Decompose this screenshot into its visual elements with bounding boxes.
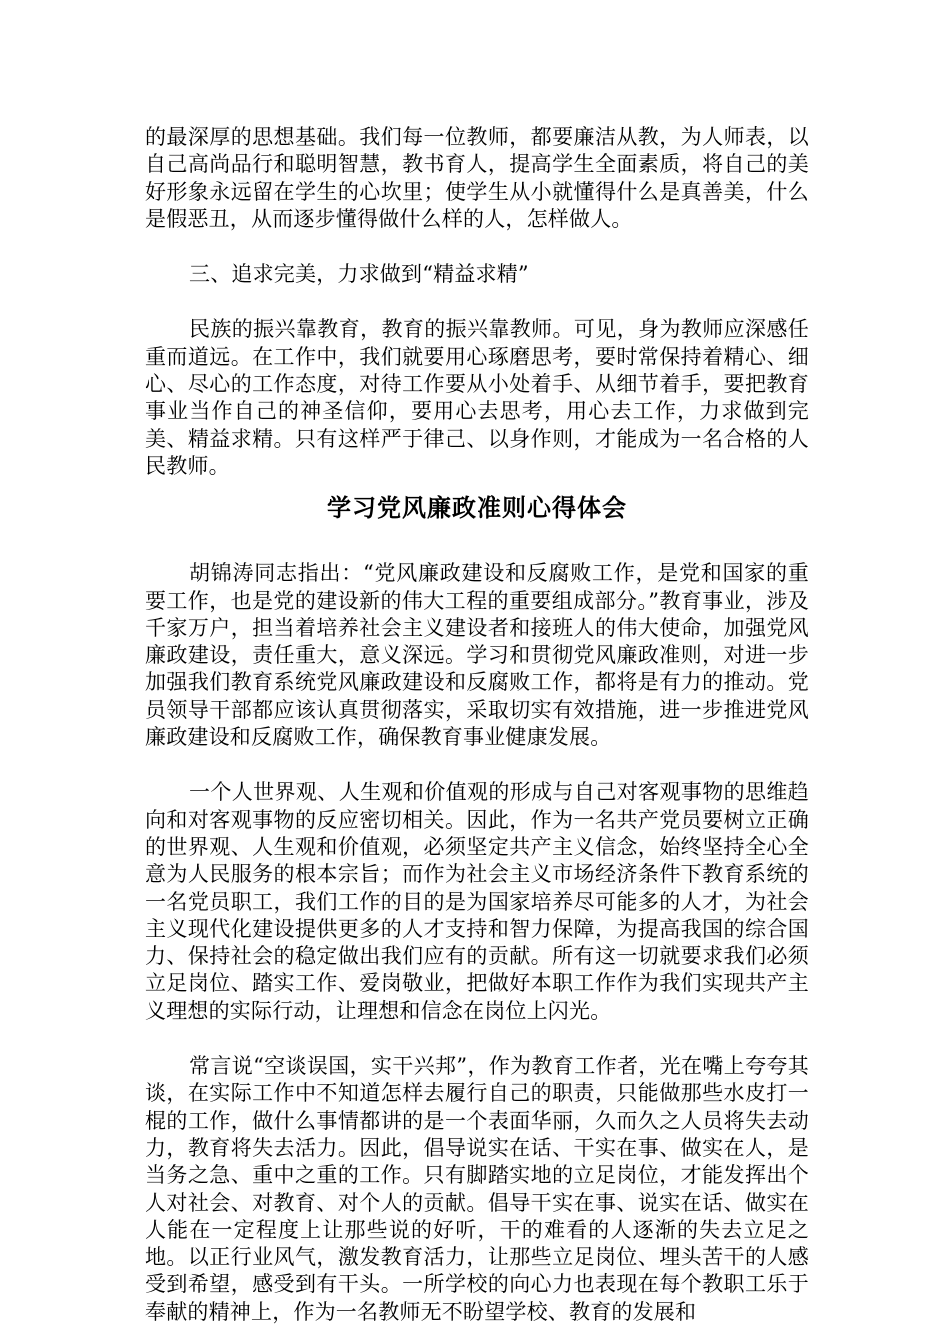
article-title: 学习党风廉政准则心得体会 xyxy=(327,494,627,523)
paragraph: 一个人世界观、人生观和价值观的形成与自己对客观事物的思维趋向和对客观事物的反应密切相关。因此，作为一名共产党员要树立正确的世界观、人生观和价值观，必须坚定共产主义信念，始终坚持全心全意为人民服务的根本宗旨；而作为社会主义市场经济条件下教育系统的一名党员职工，我们工作的目的是为国家培养尽可能多的人才，为社会主义现代化建设提供更多的人才支持和智力保障，为提高我国的综合国力、保持社会的稳定做出我们应有的贡献。所有这一切就要求我们必须立足岗位、踏实工作、爱岗敬业，把做好本职工作作为我们实现共产主义理想的实际行动，让理想和信念在岗位上闪光。 xyxy=(145,780,809,1023)
paragraph: 常言说“空谈误国，实干兴邦”，作为教育工作者，光在嘴上夸夸其谈，在实际工作中不知道怎样去履行自己的职责，只能做那些水皮打一棍的工作，做什么事情都讲的是一个表面华丽，久而久之人员将失去动力，教育将失去活力。因此，倡导说实在话、干实在事、做实在人，是当务之急、重中之重的工作。只有脚踏实地的立足岗位，才能发挥出个人对社会、对教育、对个人的贡献。倡导干实在事、说实在话、做实在人能在一定程度上让那些说的好听，干的难看的人逐渐的失去立足之地。以正行业风气，激发教育活力，让那些立足岗位、埋头苦干的人感受到希望，感受到有干头。一所学校的向心力也表现在每个教职工乐于奉献的精神上，作为一名教师无不盼望学校、教育的发展和 xyxy=(145,1054,809,1324)
section-heading: 三、追求完美，力求做到“精益求精” xyxy=(189,262,529,287)
paragraph-continued: 的最深厚的思想基础。我们每一位教师，都要廉洁从教，为人师表，以自己高尚品行和聪明智慧，教书育人，提高学生全面素质，将自己的美好形象永远留在学生的心坎里；使学生从小就懂得什么是真善美，什么是假恶丑，从而逐步懂得做什么样的人，怎样做人。 xyxy=(145,125,809,231)
paragraph: 民族的振兴靠教育，教育的振兴靠教师。可见，身为教师应深感任重而道远。在工作中，我们就要用心琢磨思考，要时常保持着精心、细心、尽心的工作态度，对待工作要从小处着手、从细节着手，要把教育事业当作自己的神圣信仰，要用心去思考，用心去工作，力求做到完美、精益求精。只有这样严于律己、以身作则，才能成为一名合格的人民教师。 xyxy=(145,317,809,478)
document-body xyxy=(145,124,809,1326)
paragraph: 胡锦涛同志指出：“党风廉政建设和反腐败工作，是党和国家的重要工作，也是党的建设新的伟大工程的重要组成部分。”教育事业，涉及千家万户，担当着培养社会主义建设者和接班人的伟大使命，加强党风廉政建设，责任重大，意义深远。学习和贯彻党风廉政准则，对进一步加强我们教育系统党风廉政建设和反腐败工作，都将是有力的推动。党员领导干部都应该认真贯彻落实，采取切实有效措施，进一步推进党风廉政建设和反腐败工作，确保教育事业健康发展。 xyxy=(145,561,809,750)
